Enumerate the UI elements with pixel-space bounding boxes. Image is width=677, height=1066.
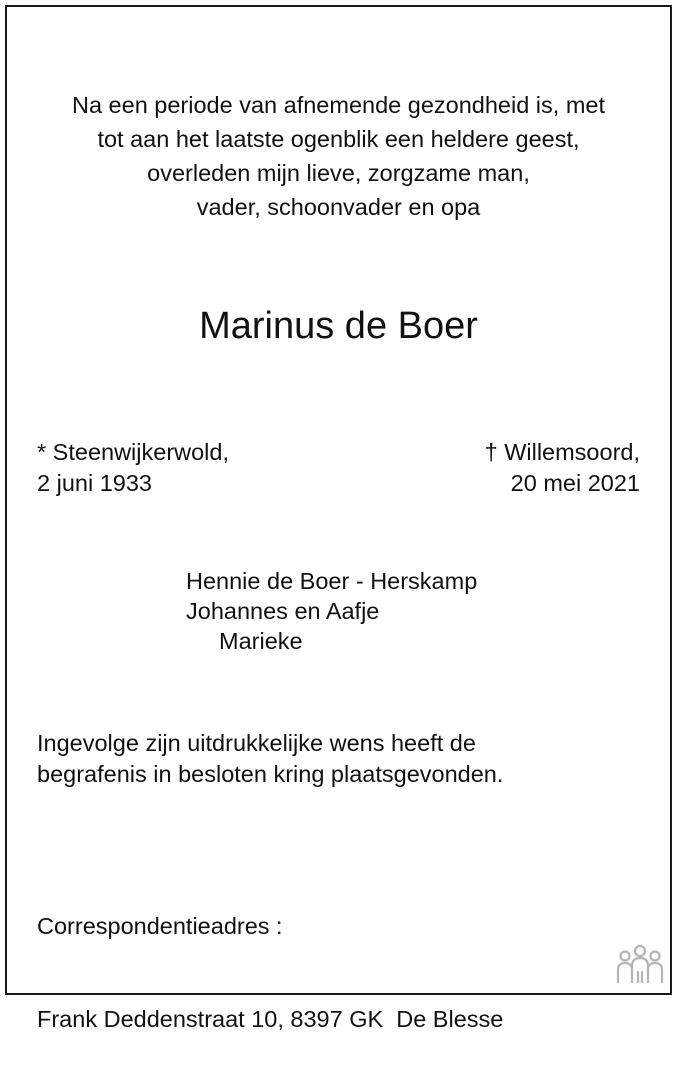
family-member: Marieke [219, 628, 303, 654]
correspondence-address-line: Frank Deddenstraat 10, 8397 GK De Blesse [37, 1006, 504, 1032]
notice-line: begrafenis in besloten kring plaatsgevonden. [37, 761, 504, 787]
notice-line: Ingevolge zijn uitdrukkelijke wens heeft de [37, 730, 476, 756]
intro-text [0, 88, 677, 224]
deceased-name: Marinus de Boer [199, 305, 478, 347]
family-member: Hennie de Boer - Herskamp [186, 568, 478, 594]
correspondence-address [37, 849, 503, 1066]
correspondence-label: Correspondentieadres : [37, 913, 283, 939]
intro-line: overleden mijn lieve, zorgzame man, [147, 160, 530, 186]
funeral-notice [37, 728, 503, 790]
death-place: † Willemsoord, [484, 439, 640, 465]
birth-place: * Steenwijkerwold, [37, 439, 230, 465]
people-group-icon [614, 944, 666, 986]
intro-line: Na een periode van afnemende gezondheid is, met [71, 92, 606, 118]
birth-date: 2 juni 1933 [37, 470, 152, 496]
intro-line: vader, schoonvader en opa [196, 194, 481, 220]
death-date: 20 mei 2021 [510, 470, 640, 496]
family-list [186, 566, 477, 656]
intro-line: tot aan het laatste ogenblik een heldere geest, [97, 126, 580, 152]
death-info [485, 437, 640, 499]
birth-info [37, 437, 229, 499]
family-member: Johannes en Aafje [186, 598, 380, 624]
